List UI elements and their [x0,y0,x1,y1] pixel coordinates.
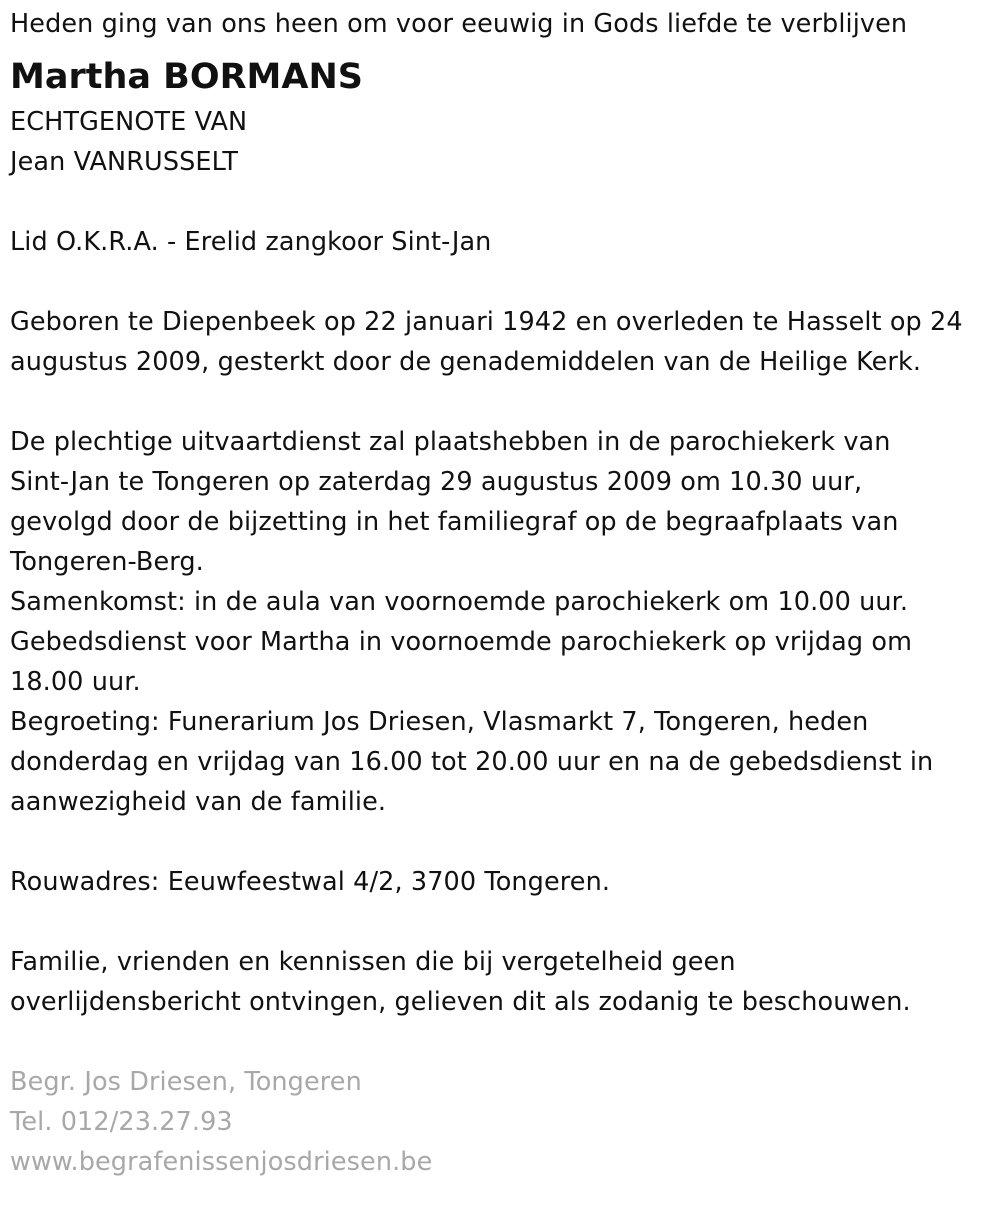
spouse-name: Jean VANRUSSELT [10,147,239,177]
spacer [10,262,995,302]
deceased-name: Martha BORMANS [10,57,363,97]
funeral-line: gevolgd door de bijzetting in het familiegraf op de begraafplaats van [10,507,899,537]
visitation-line: Begroeting: Funerarium Jos Driesen, Vlasmarkt 7, Tongeren, heden [10,707,869,737]
spacer [10,822,995,862]
birth-death-line: Geboren te Diepenbeek op 22 januari 1942 en overleden te Hasselt op 24 [10,307,963,337]
funeral-line: Tongeren-Berg. [10,547,204,577]
spacer [10,1022,995,1062]
mourning-address: Rouwadres: Eeuwfeestwal 4/2, 3700 Tongeren. [10,867,611,897]
intro-text: Heden ging van ons heen om voor eeuwig in Gods liefde te verblijven [10,9,908,39]
prayer-service-line: Gebedsdienst voor Martha in voornoemde parochiekerk op vrijdag om [10,627,913,657]
funeral-home-name: Begr. Jos Driesen, Tongeren [10,1067,362,1097]
spacer [10,182,995,222]
visitation-line: donderdag en vrijdag van 16.00 tot 20.00 uur en na de gebedsdienst in [10,747,934,777]
closing-line: overlijdensbericht ontvingen, gelieven dit als zodanig te beschouwen. [10,987,911,1017]
obituary-notice [10,4,995,1182]
spouse-label: ECHTGENOTE VAN [10,107,248,137]
spacer [10,902,995,942]
birth-death-line: augustus 2009, gesterkt door de genademiddelen van de Heilige Kerk. [10,347,922,377]
funeral-home-phone: Tel. 012/23.27.93 [10,1107,233,1137]
spacer [10,382,995,422]
funeral-line: Sint-Jan te Tongeren op zaterdag 29 augustus 2009 om 10.30 uur, [10,467,863,497]
funeral-line: De plechtige uitvaartdienst zal plaatshebben in de parochiekerk van [10,427,891,457]
prayer-service-line: 18.00 uur. [10,667,141,697]
closing-line: Familie, vrienden en kennissen die bij vergetelheid geen [10,947,736,977]
membership-text: Lid O.K.R.A. - Erelid zangkoor Sint-Jan [10,227,492,257]
visitation-line: aanwezigheid van de familie. [10,787,387,817]
gathering-line: Samenkomst: in de aula van voornoemde parochiekerk om 10.00 uur. [10,587,909,617]
funeral-home-website[interactable]: www.begrafenissenjosdriesen.be [10,1147,433,1177]
